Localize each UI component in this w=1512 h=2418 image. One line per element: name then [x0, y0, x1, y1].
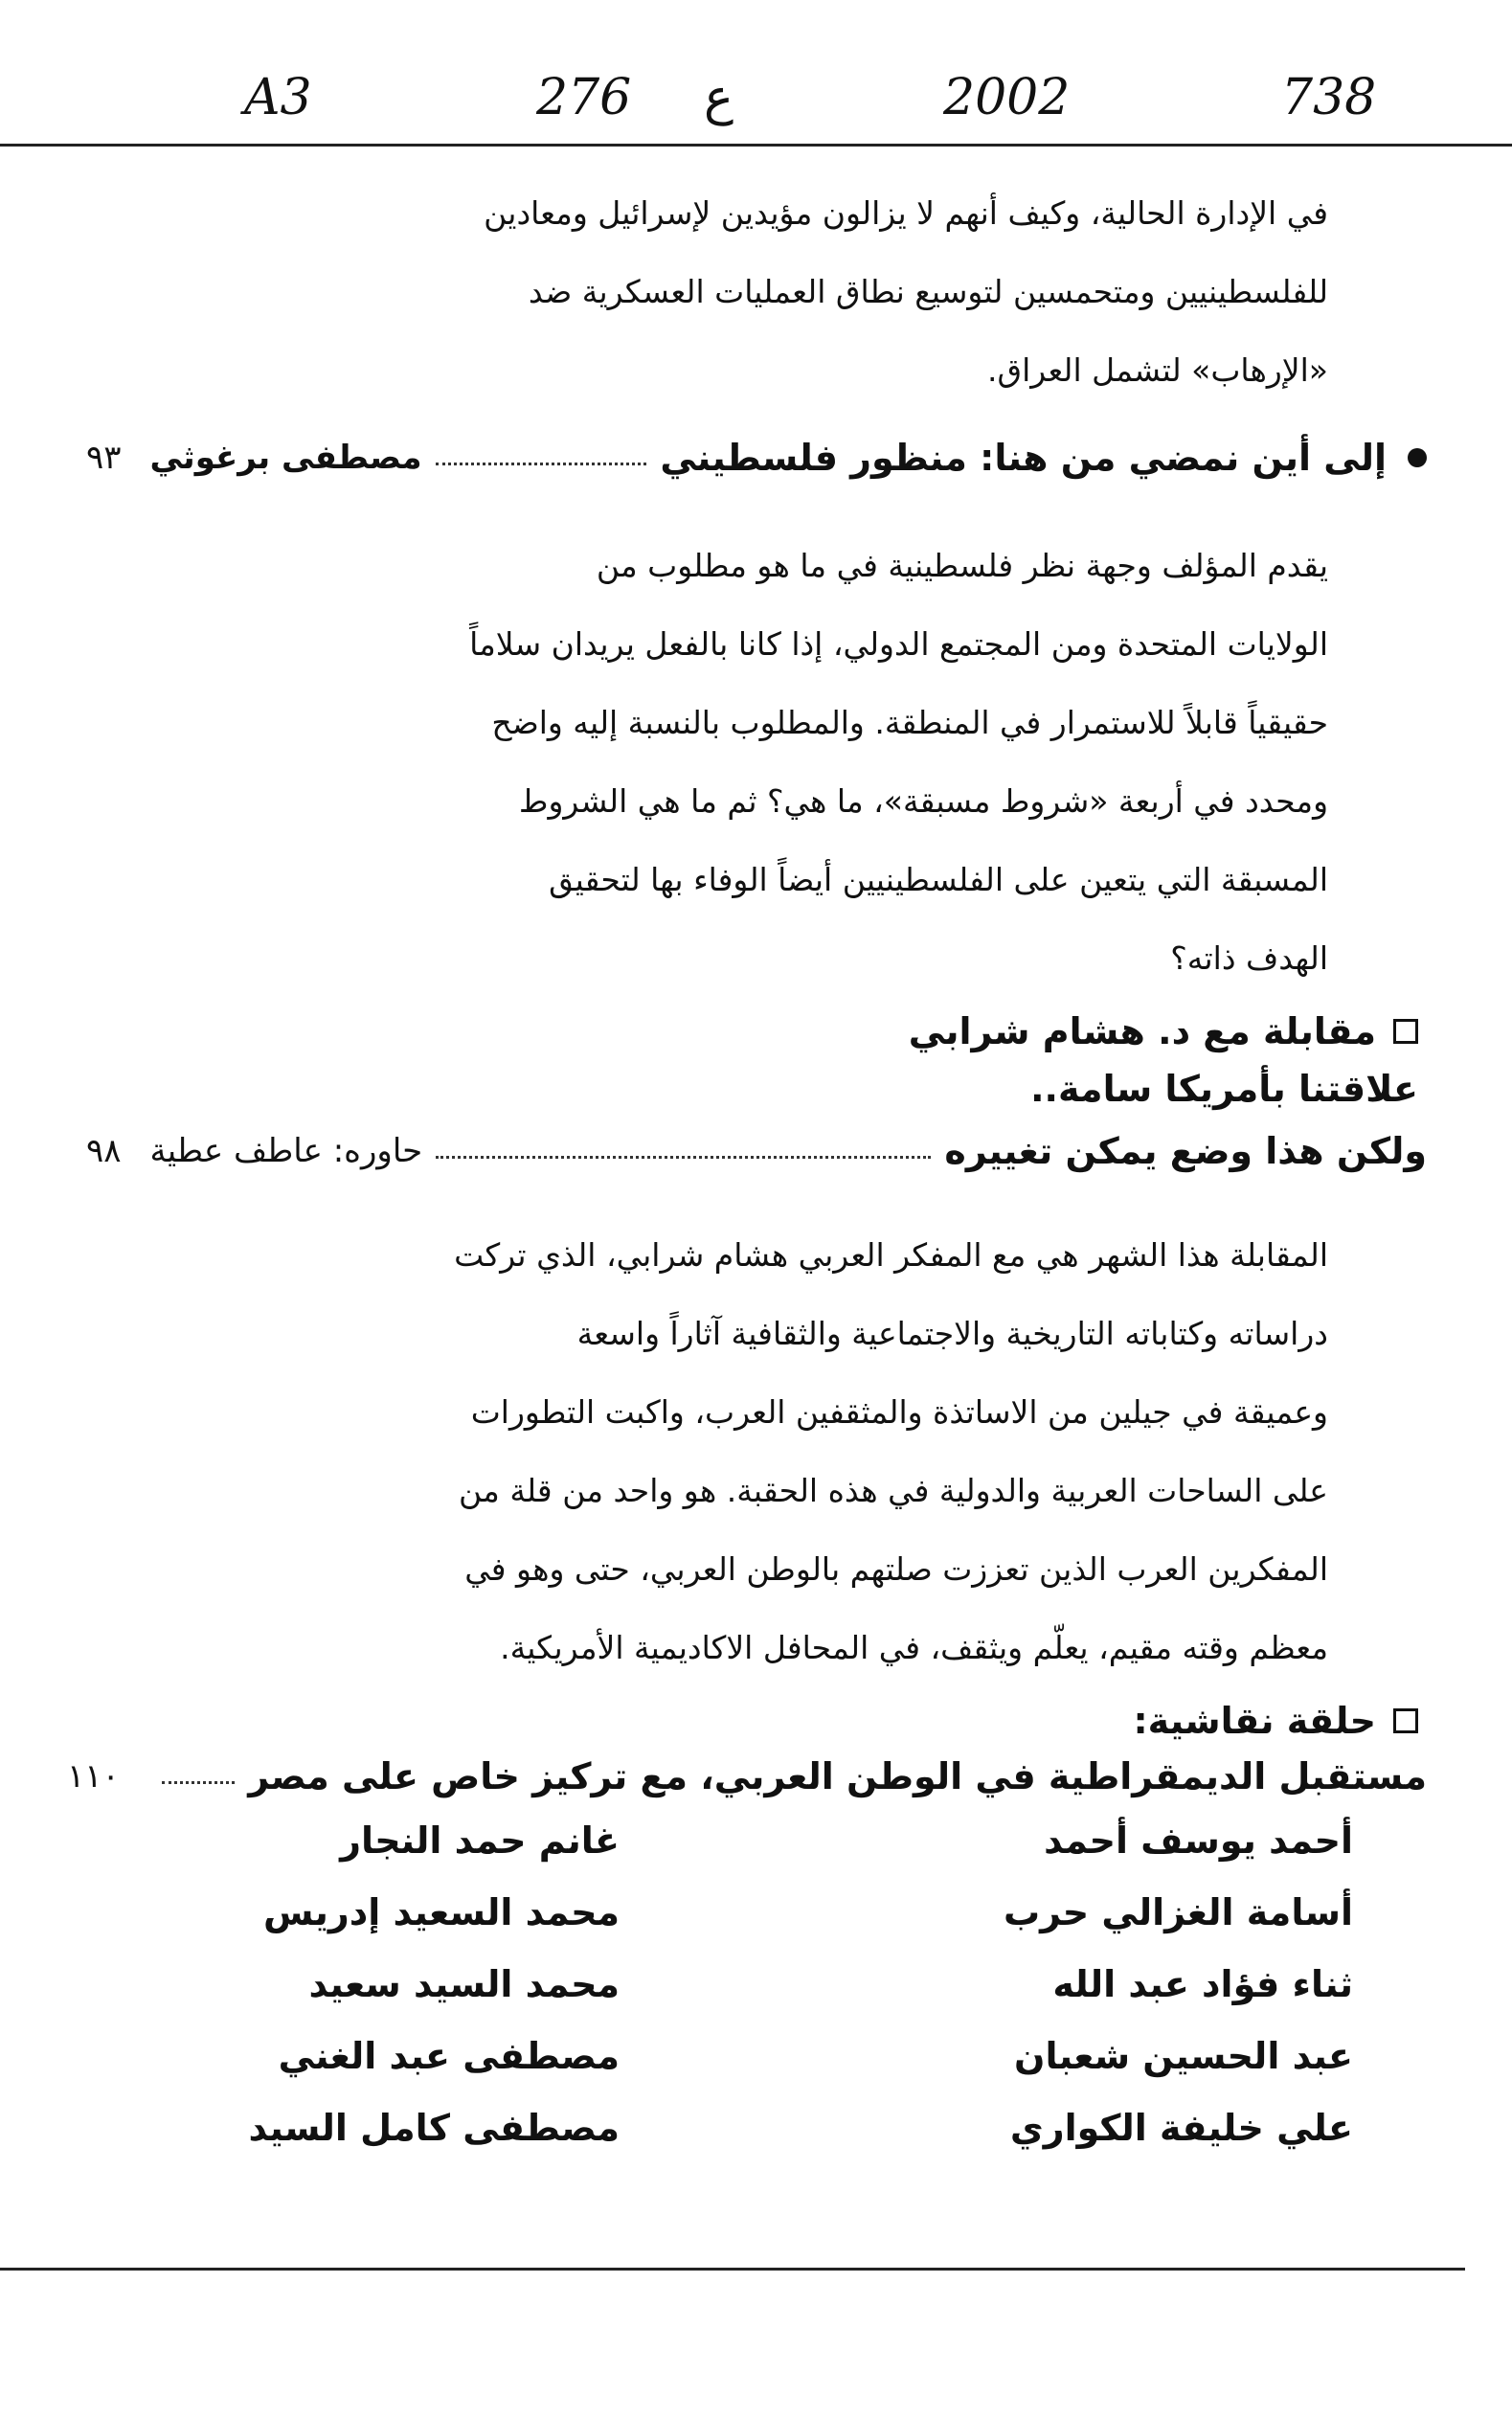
participant-name: ثناء فؤاد عبد الله [1052, 1963, 1353, 2005]
article2-page: ٩٨ [86, 1132, 122, 1170]
abstract-line: ومحدد في أربعة «شروط مسبقة»، ما هي؟ ثم ما هي الشروط [518, 782, 1328, 820]
article1-title: إلى أين نمضي من هنا: منظور فلسطيني [660, 437, 1387, 479]
article3-heading: حلقة نقاشية: [1133, 1700, 1376, 1742]
abstract-line: يقدم المؤلف وجهة نظر فلسطينية في ما هو مطلوب من [596, 547, 1328, 584]
article1-abstract [251, 527, 1328, 998]
header-year: 2002 [943, 69, 1071, 126]
participant-name: محمد السيد سعيد [308, 1963, 620, 2005]
header-letter: ع [704, 69, 734, 126]
participant-name: محمد السعيد إدريس [262, 1891, 620, 1933]
article2-subheading: علاقتنا بأمريكا سامة.. [1030, 1068, 1418, 1110]
top-rule [0, 144, 1512, 147]
leader-dots [436, 451, 647, 465]
header-serial: 738 [1281, 69, 1377, 126]
bullet-icon [1408, 448, 1427, 467]
bottom-rule [0, 2268, 1465, 2271]
intro-line: للفلسطينيين ومتحمسين لتوسيع نطاق العمليات العسكرية ضد [528, 273, 1328, 310]
participant-name: أسامة الغزالي حرب [1003, 1891, 1353, 1933]
intro-paragraph [251, 174, 1328, 410]
article2-entry[interactable] [86, 1122, 1427, 1180]
participant-name: علي خليفة الكواري [1009, 2107, 1353, 2149]
article2-abstract [251, 1216, 1328, 1687]
participant-name: عبد الحسين شعبان [1014, 2035, 1353, 2077]
participant-name: أحمد يوسف أحمد [1044, 1819, 1353, 1862]
header-number: 276 [536, 69, 632, 126]
intro-line: في الإدارة الحالية، وكيف أنهم لا يزالون مؤيدين لإسرائيل ومعادين [484, 194, 1328, 232]
abstract-line: المقابلة هذا الشهر هي مع المفكر العربي هشام شرابي، الذي تركت [454, 1236, 1328, 1274]
article2-title: ولكن هذا وضع يمكن تغييره [944, 1130, 1427, 1172]
article1-author: مصطفى برغوثي [149, 439, 422, 477]
article2-heading: مقابلة مع د. هشام شرابي [908, 1010, 1376, 1052]
participant-name: غانم حمد النجار [340, 1819, 620, 1862]
participant-name: مصطفى عبد الغني [278, 2035, 620, 2077]
article2-author: حاوره: عاطف عطية [149, 1132, 423, 1170]
checkbox-square-icon [1393, 1019, 1418, 1044]
article3-title: مستقبل الديمقراطية في الوطن العربي، مع تركيز خاص على مصر [248, 1755, 1427, 1797]
leader-dots [162, 1770, 235, 1784]
abstract-line: على الساحات العربية والدولية في هذه الحقبة. هو واحد من قلة من [459, 1472, 1328, 1509]
abstract-line: المفكرين العرب الذين تعززت صلتهم بالوطن العربي، حتى وهو في [464, 1550, 1328, 1588]
article2-heading-row [909, 1010, 1418, 1052]
intro-line: «الإرهاب» لتشمل العراق. [987, 351, 1328, 389]
abstract-line: المسبقة التي يتعين على الفلسطينيين أيضاً الوفاء بها لتحقيق [549, 861, 1328, 898]
article3-page: ١١٠ [67, 1757, 120, 1796]
abstract-line: الهدف ذاته؟ [1170, 939, 1328, 977]
abstract-line: حقيقياً قابلاً للاستمرار في المنطقة. والمطلوب بالنسبة إليه واضح [491, 704, 1328, 741]
checkbox-square-icon [1393, 1708, 1418, 1733]
abstract-line: وعميقة في جيلين من الاساتذة والمثقفين العرب، واكبت التطورات [470, 1393, 1328, 1431]
article3-entry[interactable] [67, 1748, 1427, 1805]
leader-dots [436, 1144, 931, 1159]
article1-entry[interactable] [86, 429, 1427, 486]
article1-page: ٩٣ [86, 439, 122, 477]
abstract-line: معظم وقته مقيم، يعلّم ويثقف، في المحافل الاكاديمية الأمريكية. [500, 1629, 1328, 1666]
participant-name: مصطفى كامل السيد [248, 2107, 620, 2149]
article3-heading-row [1133, 1700, 1418, 1742]
header-code: A3 [244, 69, 312, 126]
abstract-line: دراساته وكتاباته التاريخية والاجتماعية والثقافية آثاراً واسعة [576, 1315, 1328, 1352]
abstract-line: الولايات المتحدة ومن المجتمع الدولي، إذا كانا بالفعل يريدان سلاماً [469, 625, 1328, 663]
